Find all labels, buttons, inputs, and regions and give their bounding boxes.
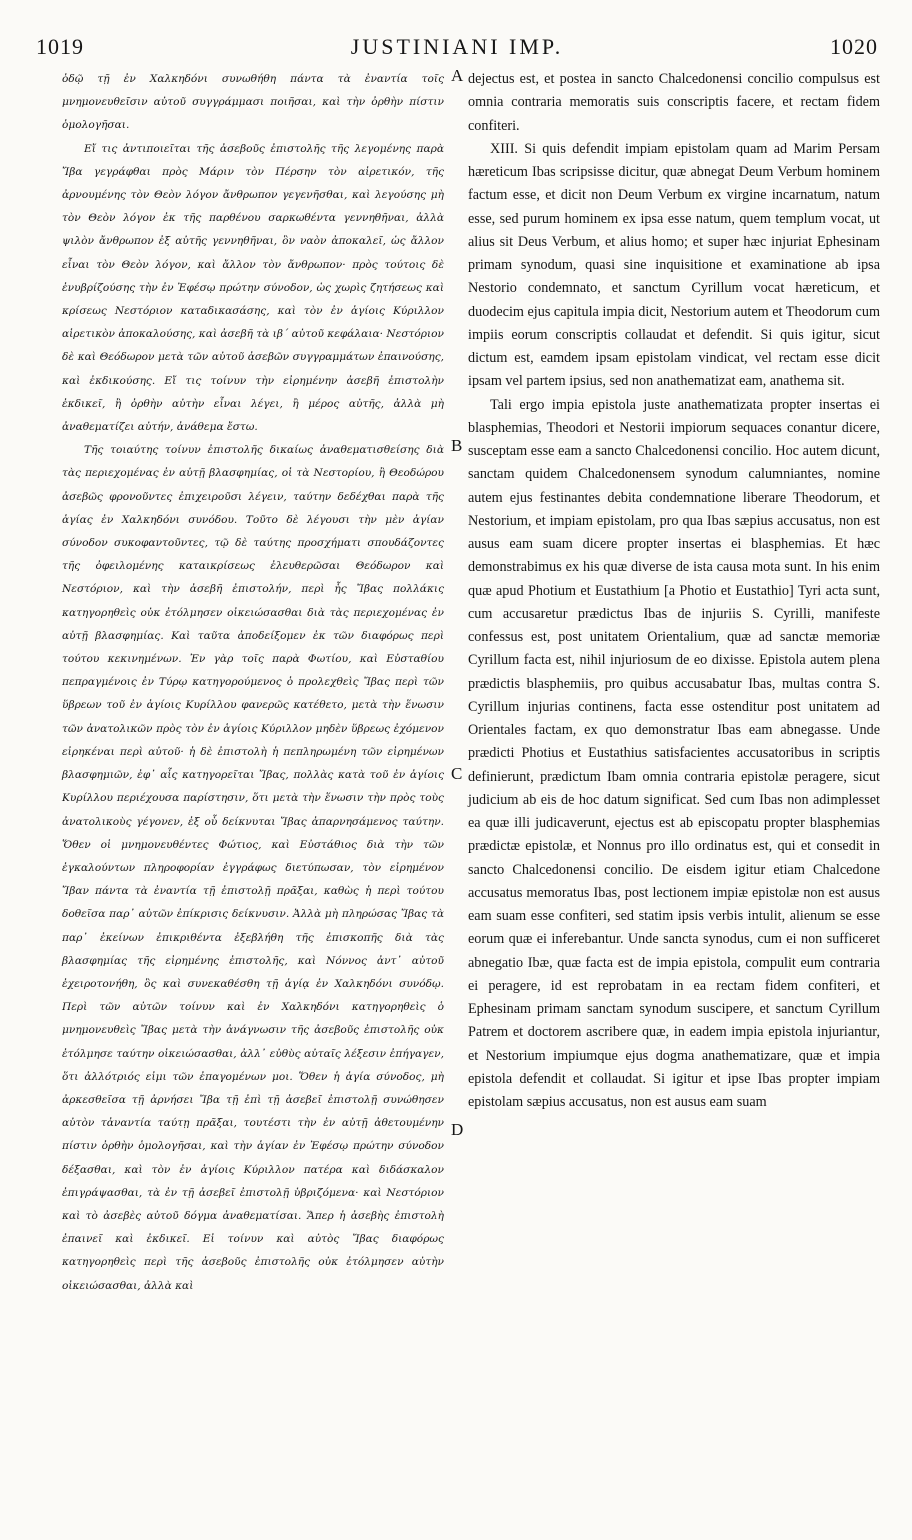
latin-column	[468, 68, 880, 1114]
margin-letter-b: B	[451, 436, 463, 455]
greek-paragraph-1: ὁδῷ τῇ ἐν Χαλκηδόνι συνωθήθη πάντα τὰ ἐναντία τοῖς μνημονευθεῖσιν αὐτοῦ συγγράμμασι ποιῆσαι, καὶ τὴν ὀρθὴν πίστιν ὁμολογῆσαι.	[62, 73, 444, 132]
latin-paragraph-2: XIII. Si quis defendit impiam epistolam quam ad Marim Persam hæreticum Ibas scripsisse dicitur, quæ abnegat Deum Verbum hominem factum esse, et dicit non Deum Verbum ex virgine incarnatum, natum esse, sed purum hominem ex ipsa esse natum, quem templum vocat, ut alius sit Deus Verbum, et alius homo; et super hæc injuriat Ephesinam primam synodum, quasi sine inquisitione et examinatione ab ipsa Nestorio condemnato, et sanctum Cyrillum vocat hæreticum, et duodecim ejus capitula impia dicit, Nestorium autem et Theodorum cum impiis eorum conscriptis collaudat et defendit. Si quis igitur, sicut dictum est, eamdem ipsam epistolam vindicat, vel rectam esse dicit ipsam vel partem ipsius, sed non anathematizat eam, anathema sit.	[468, 140, 880, 390]
greek-column	[62, 68, 444, 1298]
right-page-number: 1020	[830, 34, 878, 59]
latin-paragraph-1: dejectus est, et postea in sancto Chalcedonensi concilio compulsus est omnia contraria memoratis suis conscriptis facere, et rectam fidem confiteri.	[468, 71, 880, 134]
running-header	[36, 34, 878, 62]
latin-paragraph-3: Tali ergo impia epistola juste anathematizata propter insertas ei blasphemias, Theodori et Nestorii impiorum sequaces conantur dicere, susceptam esse eam a sancto Chalcedonensi concilio. Hoc autem dicunt, sanctam quidem Chalcedonensem synodum calumniantes, nomine autem ejus festinantes debita condemnatione liberare Theodorum, et Nestorium, et impiam epistolam, pro qua Ibas sæpius accusatus, non est ausus eam suam dicere propter insertas ei blasphemias. Et hæc demonstrabimus ex his quæ diverse de ista causa mota sunt. In his enim quæ apud Photium et Eustathium [a Photio et Eustathio] Tyri acta sunt, cum accusaretur prædictus Ibas de injuriis S. Cyrilli, manifeste confessus est, post unitatem Orientalium, quæ ad sanctæ memoriæ Cyrillum facta est, nihil injuriosum de eo dixisse. Epistola autem plena prædictis blasphemiis, pro quibus accusabatur Ibas, multas contra S. Cyrillum injurias continens, facta esse ostenditur post unitatem ad Orientales factam, ex quo demonstratur Ibas eam abnegasse. Unde prædicti Photius et Eustathius satisfacientes accusatoribus in scriptis definierunt, prædictum Ibam omnia contraria epistolæ peragere, sicut judicium ab eis de hoc datum significat. Sed cum Ibas non adimplesset ea quæ illi judicaverunt, ejectus est ab episcopatu propter blasphemias prædictæ epistolæ, et Nonnus pro illo ordinatus est, qui et consedit in sancto Chalcedonensi concilio. De eisdem igitur etiam Chalcedone accusatus memoratus Ibas, post lectionem impiæ epistolæ non est ausus eam suam esse confiteri, sed statim ipsis verbis intulit, alienum se esse eorum quæ ei inferebantur. Unde sancta synodus, cum ei non sufficeret abnegatio Ibæ, quæ facta est de impia epistola, compulit eum contraria ei peragere, id est reprobatam in ea rectam fidem confiteri, et Ephesinam primam sanctam synodum suscipere, et sanctum Cyrillum Patrem et doctorem ascribere quæ, in eadem impia epistola injuriantur, et Nestorium impiumque ejus dogma anathematizare, quæ et impia epistola defendit et collaudat. Si igitur et ipse Ibas propter impiam epistolam sæpius accusatus, non est ausus eam suam	[468, 396, 880, 1110]
running-title: JUSTINIANI IMP.	[350, 34, 564, 59]
greek-paragraph-3: Τῆς τοιαύτης τοίνυν ἐπιστολῆς δικαίως ἀναθεματισθείσης διὰ τὰς περιεχομένας ἐν αὐτῇ βλασφημίας, οἱ τὰ Νεστορίου, ἢ Θεοδώρου ἀσεβῶς φρονοῦντες ἐπιχειροῦσι λέγειν, ταύτην δεδέχθαι παρὰ τῆς ἁγίας ἐν Χαλκηδόνι συνόδου. Τοῦτο δὲ λέγουσι τὴν μὲν ἁγίαν σύνοδον συκοφαντοῦντες, τῷ δὲ ταύτης προσχήματι σπουδάζοντες τῆς ὀφειλομένης καταικρίσεως ἐλευθερῶσαι Θεόδωρον καὶ Νεστόριον, καὶ τὴν ἀσεβῆ ἐπιστολήν, περὶ ἧς Ἴβας πολλάκις κατηγορηθεὶς οὐκ ἐτόλμησεν οἰκειώσασθαι διὰ τὰς περιεχομένας ἐν αὐτῇ βλασφημίας. Καὶ ταῦτα ἀποδείξομεν ἐκ τῶν διαφόρως περὶ τούτου κεκινημένων. Ἐν γὰρ τοῖς παρὰ Φωτίου, καὶ Εὐσταθίου πεπραγμένοις ἐν Τύρῳ κατηγορούμενος ὁ προλεχθεὶς Ἴβας περὶ τῶν ὕβρεων τοῦ ἐν ἁγίοις Κυρίλλου φανερῶς κατέθετο, μετὰ τὴν ἕνωσιν τῶν ἀνατολικῶν πρὸς τὸν ἐν ἁγίοις Κύριλλον μηδὲν ὕβρεως ἐχόμενον εἰρηκέναι περὶ αὐτοῦ· ἡ δὲ ἐπιστολὴ ἡ πεπληρωμένη τῶν εἰρημένων βλασφημιῶν, ἐφ᾽ αἷς κατηγορεῖται Ἴβας, πολλὰς κατὰ τοῦ ἐν ἁγίοις Κυρίλλου περιέχουσα παρίστησιν, ὅτι μετὰ τὴν ἕνωσιν τὴν πρὸς τοὺς ἀνατολικοὺς γέγονεν, ἐξ οὗ δείκνυται Ἴβας ἀπαρνησάμενος ταύτην. Ὅθεν οἱ μνημονευθέντες Φώτιος, καὶ Εὐστάθιος διὰ τὴν τῶν ἐγκαλούντων πληροφορίαν ἐγγράφως διετύπωσαν, τὸν εἰρημένον Ἴβαν πάντα τὰ ἐναντία τῇ ἐπιστολῇ πρᾶξαι, καθὼς ἡ περὶ τούτου δοθεῖσα παρ᾽ αὐτῶν ἐπίκρισις δείκνυσιν. Ἀλλὰ μὴ πληρώσας Ἴβας τὰ παρ᾽ ἐκείνων ἐπικριθέντα ἐξεβλήθη τῆς ἐπισκοπῆς διὰ τὰς βλασφημίας τῆς εἰρημένης ἐπιστολῆς, καὶ Νόννος ἀντ᾽ αὐτοῦ ἐχειροτονήθη, ὃς καὶ συνεκαθέσθη τῇ ἁγίᾳ ἐν Χαλκηδόνι συνόδῳ. Περὶ τῶν αὐτῶν τοίνυν καὶ ἐν Χαλκηδόνι κατηγορηθεὶς ὁ μνημονευθεὶς Ἴβας μετὰ τὴν ἀνάγνωσιν τῆς ἀσεβοῦς ἐπιστολῆς οὐκ ἐτόλμησε ταύτην οἰκειώσασθαι, ἀλλ᾽ εὐθὺς αὐταῖς λέξεσιν ἐπήγαγεν, ὅτι ἀλλότριός εἰμι τῶν ἐπαγομένων μοι. Ὅθεν ἡ ἁγία σύνοδος, μὴ ἀρκεσθεῖσα τῇ ἀρνήσει Ἴβα τῇ ἐπὶ τῇ ἀσεβεῖ ἐπιστολῇ συνώθησεν αὐτὸν τἀναντία ταύτῃ πρᾶξαι, τουτέστι τὴν ἐν αὐτῇ ἀθετουμένην πίστιν ὀρθὴν ὁμολογῆσαι, καὶ τὴν ἁγίαν ἐν Ἐφέσῳ πρώτην σύνοδον δέξασθαι, καὶ τὸν ἐν ἁγίοις Κύριλλον πατέρα καὶ διδάσκαλον ἐπιγράψασθαι, τὰ ἐν τῇ ἀσεβεῖ ἐπιστολῇ ὑβριζόμενα· καὶ Νεστόριον καὶ τὸ ἀσεβὲς αὐτοῦ δόγμα ἀναθεματίσαι. Ἅπερ ἡ ἀσεβὴς ἐπιστολὴ ἐπαινεῖ καὶ ἐκδικεῖ. Εἰ τοίνυν καὶ αὐτὸς Ἴβας διαφόρως κατηγορηθεὶς περὶ τῆς ἀσεβοῦς ἐπιστολῆς οὐκ ἐτόλμησεν αὐτὴν οἰκειώσασθαι, ἀλλὰ καὶ	[62, 444, 444, 1292]
left-page-number: 1019	[36, 34, 84, 59]
margin-letter-a: A	[451, 66, 464, 85]
greek-paragraph-2: Εἴ τις ἀντιποιεῖται τῆς ἀσεβοῦς ἐπιστολῆς τῆς λεγομένης παρὰ Ἴβα γεγράφθαι πρὸς Μάριν τὸν Πέρσην τὸν αἱρετικόν, τῆς ἀρνουμένης τὸν Θεὸν λόγον ἄνθρωπον γεγενῆσθαι, καὶ λεγούσης μὴ τὸν Θεὸν λόγον ἐκ τῆς παρθένου σαρκωθέντα γεννηθῆναι, ἀλλὰ ψιλὸν ἄνθρωπον ἐξ αὐτῆς γεννηθῆναι, ὃν ναὸν ἀποκαλεῖ, ὡς ἄλλον εἶναι τὸν Θεὸν λόγον, καὶ ἄλλον τὸν ἄνθρωπον· πρὸς τούτοις δὲ ἐνυβρίζούσης τὴν ἐν Ἐφέσῳ πρώτην σύνοδον, ὡς χωρὶς ζητήσεως καὶ κρίσεως Νεστόριον καταδικασάσης, καὶ τὸν ἐν ἁγίοις Κύριλλον αἱρετικὸν ἀποκαλούσης, καὶ ἀσεβῆ τὰ ιβ΄ αὐτοῦ κεφάλαια· Νεστόριον δὲ καὶ Θεόδωρον μετὰ τῶν αὐτοῦ ἀσεβῶν συγγραμμάτων ἐπαινούσης, καὶ ἐκδικούσης. Εἴ τις τοίνυν τὴν εἰρημένην ἀσεβῆ ἐπιστολὴν ἐκδικεῖ, ἢ ὀρθὴν αὐτὴν εἶναι λέγει, ἢ μέρος αὐτῆς, ἀλλὰ μὴ ἀναθεματίζει αὐτήν, ἀνάθεμα ἔστω.	[62, 142, 444, 434]
margin-letter-d: D	[451, 1120, 464, 1139]
margin-letter-c: C	[451, 764, 463, 783]
